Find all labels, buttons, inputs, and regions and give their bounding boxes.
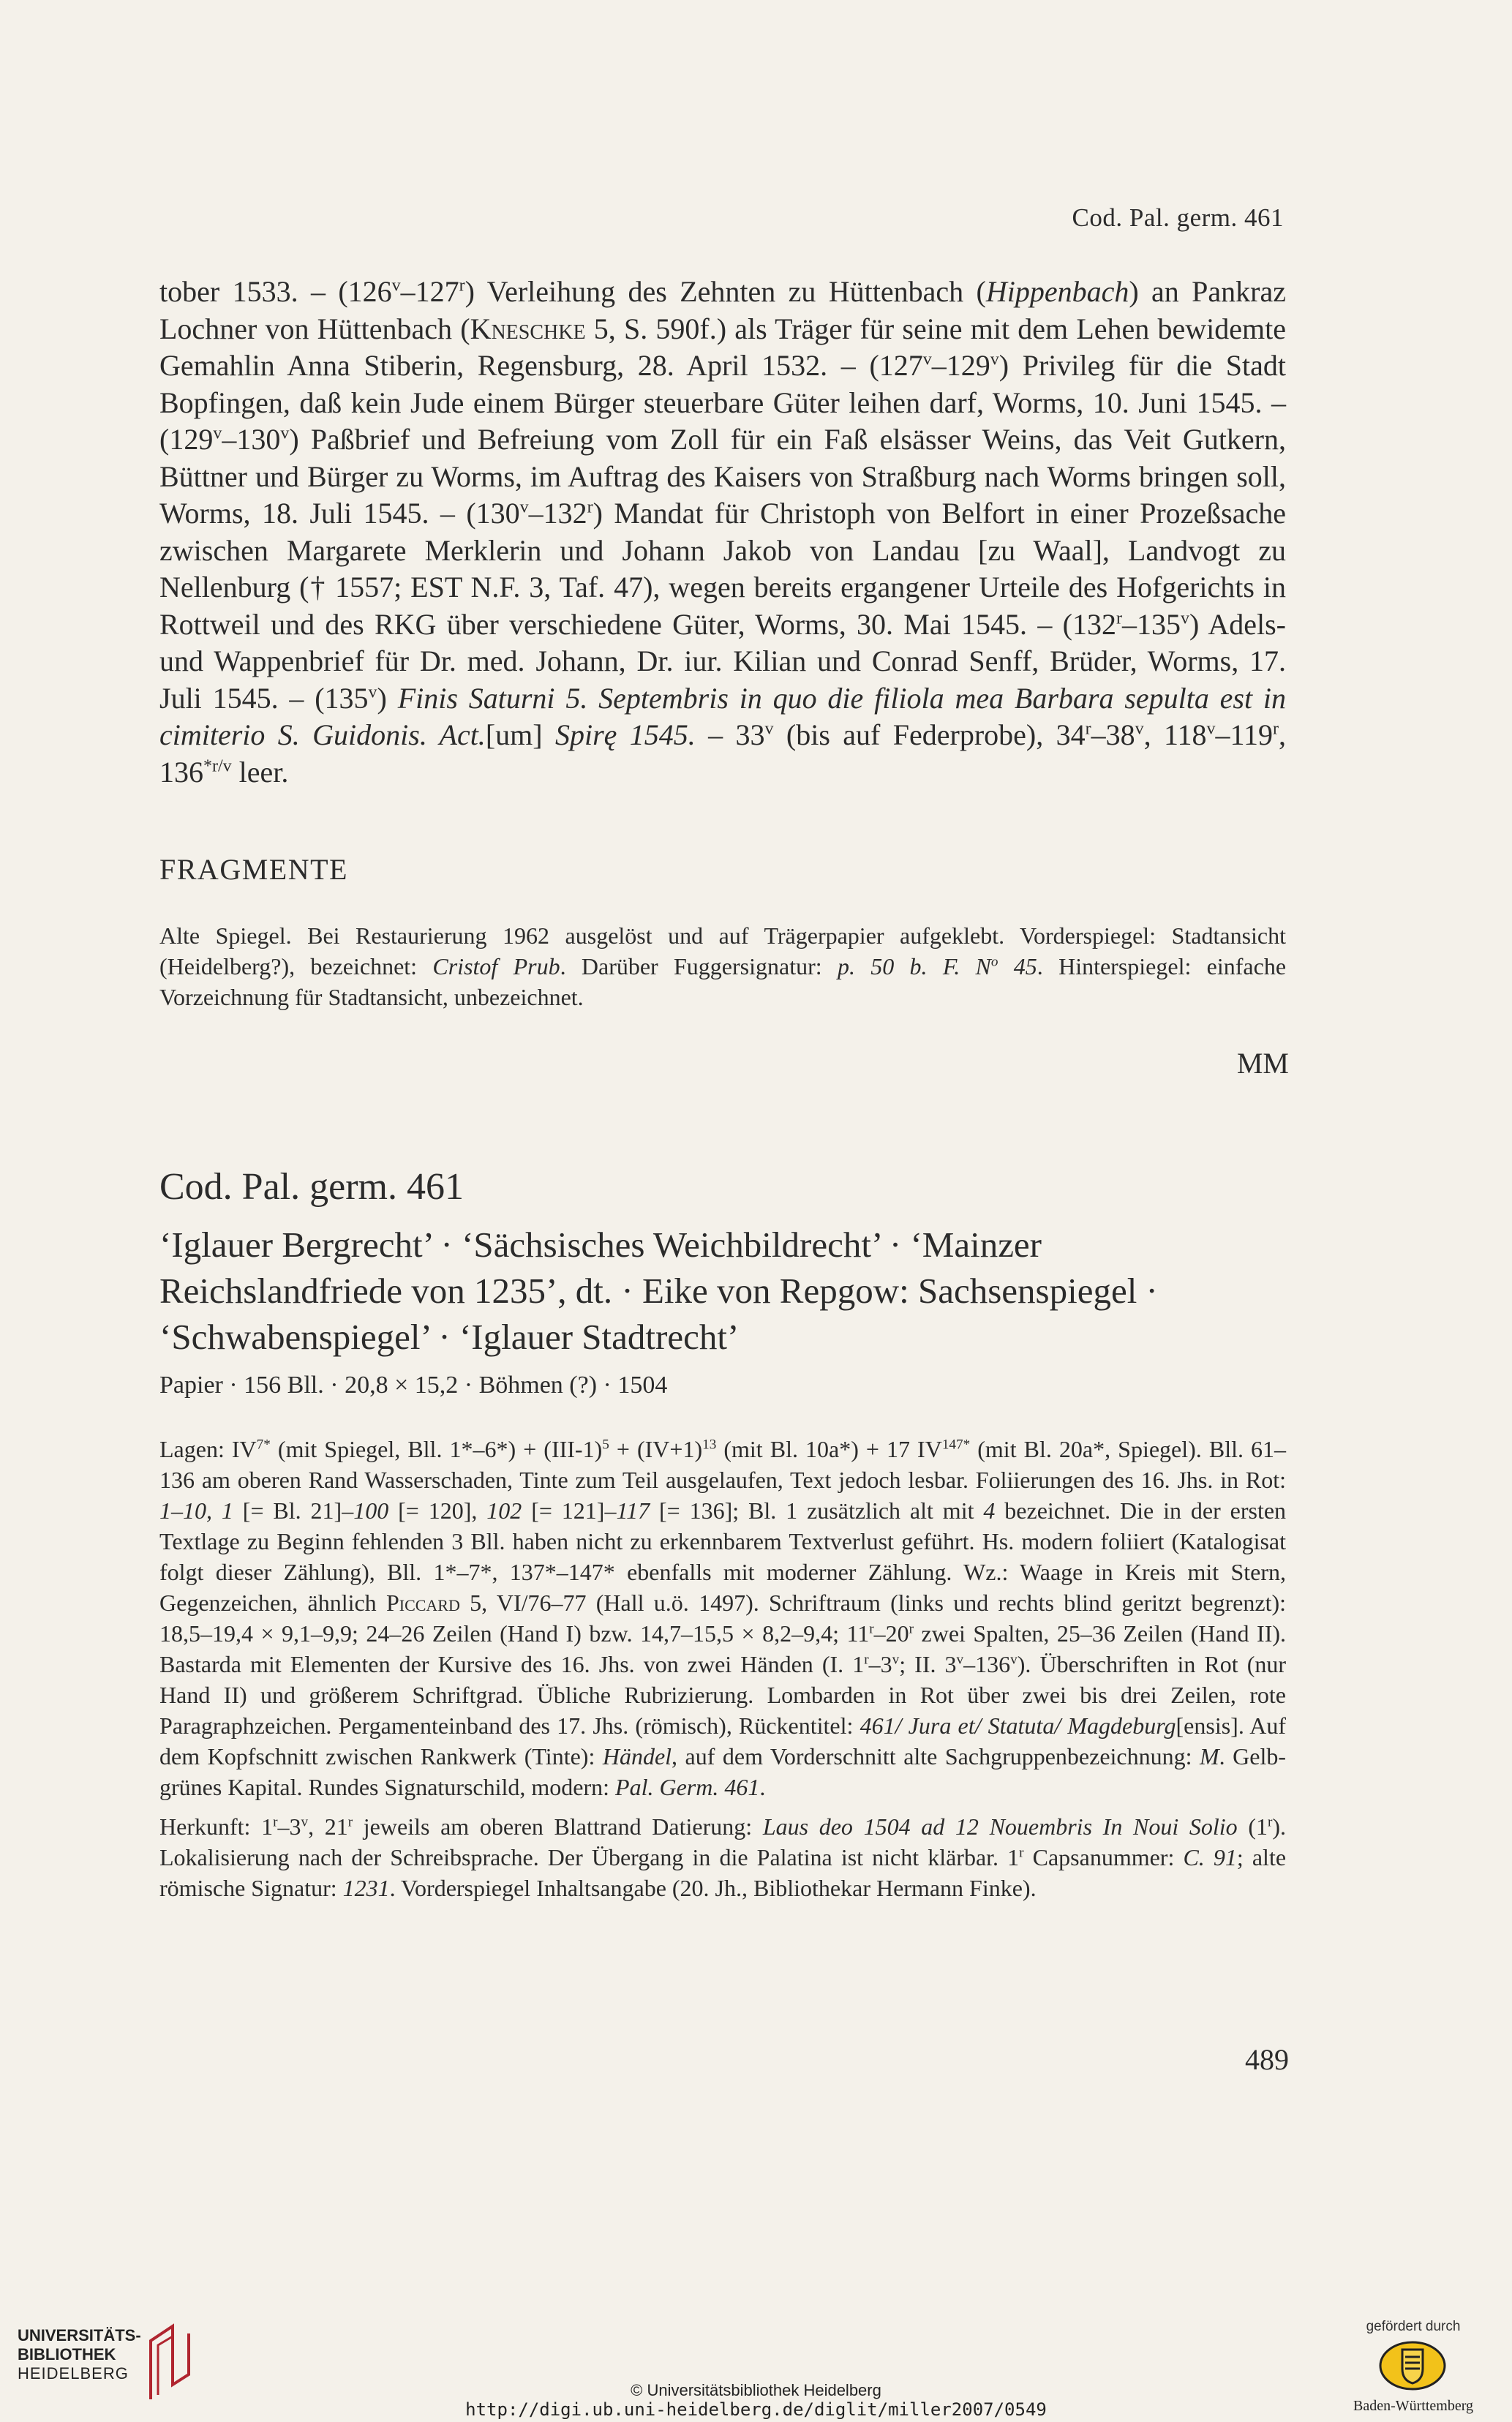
fragmente-text: Alte Spiegel. Bei Restaurierung 1962 ausgelöst und auf Trägerpapier aufgeklebt. Vorderspiegel: Stadtansicht (Heidelberg?), bezeichnet: Cristof Prub. Darüber Fuggersignatur: p. 50 b. F. $N^o$ 45. Hinterspiegel: einfache Vorzeichnung für Stadtansicht, unbezeichnet. — [159, 922, 1287, 1010]
codicological-description: Lagen: $IV^{7*}$ (mit Spiegel, Bll. $1*-6*) + (III-1)^5 + (IV+1)^{13}$ (mit Bl. 10a*) + 17 $IV^{147*}$ (mit Bl. 20a*, Spiegel). Bll. 61–136 am oberen Rand Wasserschaden, Tinte zum Teil ausgelaufen, Text jedoch lesbar. Foliierungen des 16. Jhs. in Rot: 1–10, 1 [= Bl. 21]–100 [= 120], 102 [= 121]–117 [= 136]; Bl. 1 zusätzlich alt mit 4 bezeichnet. Die in der ersten Textlage zu Beginn fehlenden 3 Bll. haben nicht zu erkennbarem Textverlust geführt. Hs. modern foliiert (Katalogisat folgt dieser Zählung), Bll. 1*–7*, 137*–147* ebenfalls mit moderner Zählung. Wz.: Waage in Kreis mit Stern, Gegenzeichen, ähnlich Piccard 5, VI/76–77 (Hall u.ö. 1497). Schriftraum (links und rechts blind geritzt begrenzt): 18,5–19,4 × 9,1–9,9; 24–26 Zeilen (Hand I) bzw. 14,7–15,5 × 8,2–9,4; 11$^r$–20$^r$ zwei Spalten, 25–36 Zeilen (Hand II). Bastarda mit Elementen der Kursive des 16. Jhs. von zwei Händen (I. 1$^r$–3$^v$; II. 3$^v$–136$^v$). Überschriften in Rot (nur Hand II) und größerem Schriftgrad. Übliche Rubrizierung. Lombarden in Rot über zwei bis drei Zeilen, rote Paragraphzeichen. Pergamenteinband des 17. Jhs. (römisch), Rückentitel: 461/ Jura et/ Statuta/ Magdeburg[ensis]. Auf dem Kopfschnitt zwischen Rankwerk (Tinte): Händel, auf dem Vorderschnitt alte Sachgruppenbezeichnung: M. Gelb-grünes Kapital. Rundes Signaturschild, modern: Pal. Germ. 461. — [159, 1436, 1287, 1800]
copyright-notice: © Universitätsbibliothek Heidelberg — [631, 2381, 881, 2399]
library-logo-line1: UNIVERSITÄTS- — [18, 2326, 141, 2344]
library-logo-line2: BIBLIOTHEK — [18, 2345, 116, 2363]
baden-wuerttemberg-emblem-icon — [1377, 2339, 1448, 2392]
page-number: 489 — [1245, 2043, 1289, 2076]
works-title: ‘Iglauer Bergrecht’ · ‘Sächsisches Weichbildrecht’ · ‘Mainzer Reichslandfriede von 1235’, dt. · Eike von Repgow: Sachsenspiegel · ‘Schwabenspiegel’ · ‘Iglauer Stadtrecht’ — [159, 1225, 1158, 1357]
permalink-url[interactable]: http://digi.ub.uni-heidelberg.de/diglit/miller2007/0549 — [465, 2399, 1047, 2420]
entry-continuation-text: tober 1533. – (126$^v$–127$^r$) Verleihung des Zehnten zu Hüttenbach (Hippenbach) an Pankraz Lochner von Hüttenbach (Kneschke 5, S. 590f.) als Träger für seine mit dem Lehen bewidemte Gemahlin Anna Stiberin, Regensburg, 28. April 1532. – (127$^v$–129$^v$) Privileg für die Stadt Bopfingen, daß kein Jude einem Bürger steuerbare Güter leihen darf, Worms, 10. Juni 1545. – (129$^v$–130$^v$) Paßbrief und Befreiung vom Zoll für ein Faß elsässer Weins, das Veit Gutkern, Büttner und Bürger zu Worms, im Auftrag des Kaisers von Straßburg nach Worms bringen soll, Worms, 18. Juli 1545. – (130$^v$–132$^r$) Mandat für Christoph von Belfort in einer Prozeßsache zwischen Margarete Merklerin und Johann Jakob von Landau [zu Waal], Landvogt zu Nellenburg († 1557; EST N.F. 3, Taf. 47), wegen bereits ergangener Urteile des Hofgerichts in Rottweil und des RKG über verschiedene Güter, Worms, 30. Mai 1545. – (132$^r$–135$^v$) Adels- und Wappenbrief für Dr. med. Johann, Dr. iur. Kilian und Conrad Senff, Brüder, Worms, 17. Juli 1545. – (135$^v$) Finis Saturni 5. Septembris in quo die filiola mea Barbara sepulta est in cimiterio S. Guidonis. Act.[um] Spirę 1545. – 33$^v$ (bis auf Federprobe), 34$^r$–38$^v$, 118$^v$–119$^r$, $136^{*r/v}$ leer. — [159, 275, 1287, 789]
funded-by-label: gefördert durch — [1366, 2319, 1461, 2334]
author-initials: MM — [1236, 1047, 1289, 1080]
provenance-text: Herkunft: 1$^r$–3$^v$, 21$^r$ jeweils am oberen Blattrand Datierung: Laus deo 1504 ad 12 Nouembris In Noui Solio (1$^r$). Lokalisierung nach der Schreibsprache. Der Übergang in die Palatina ist nicht klärbar. 1$^r$ Capsanummer: C. 91; alte römische Signatur: 1231. Vorderspiegel Inhaltsangabe (20. Jh., Bibliothekar Hermann Finke). — [159, 1813, 1287, 1901]
running-head: Cod. Pal. germ. 461 — [1072, 203, 1284, 232]
section-heading-fragmente: FRAGMENTE — [159, 853, 348, 886]
state-name-label: Baden-Württemberg — [1353, 2398, 1473, 2414]
physical-description: Papier · 156 Bll. · 20,8 × 15,2 · Böhmen (?) · 1504 — [159, 1372, 668, 1399]
library-logo-line3: HEIDELBERG — [18, 2364, 129, 2382]
codex-title: Cod. Pal. germ. 461 — [159, 1166, 464, 1208]
